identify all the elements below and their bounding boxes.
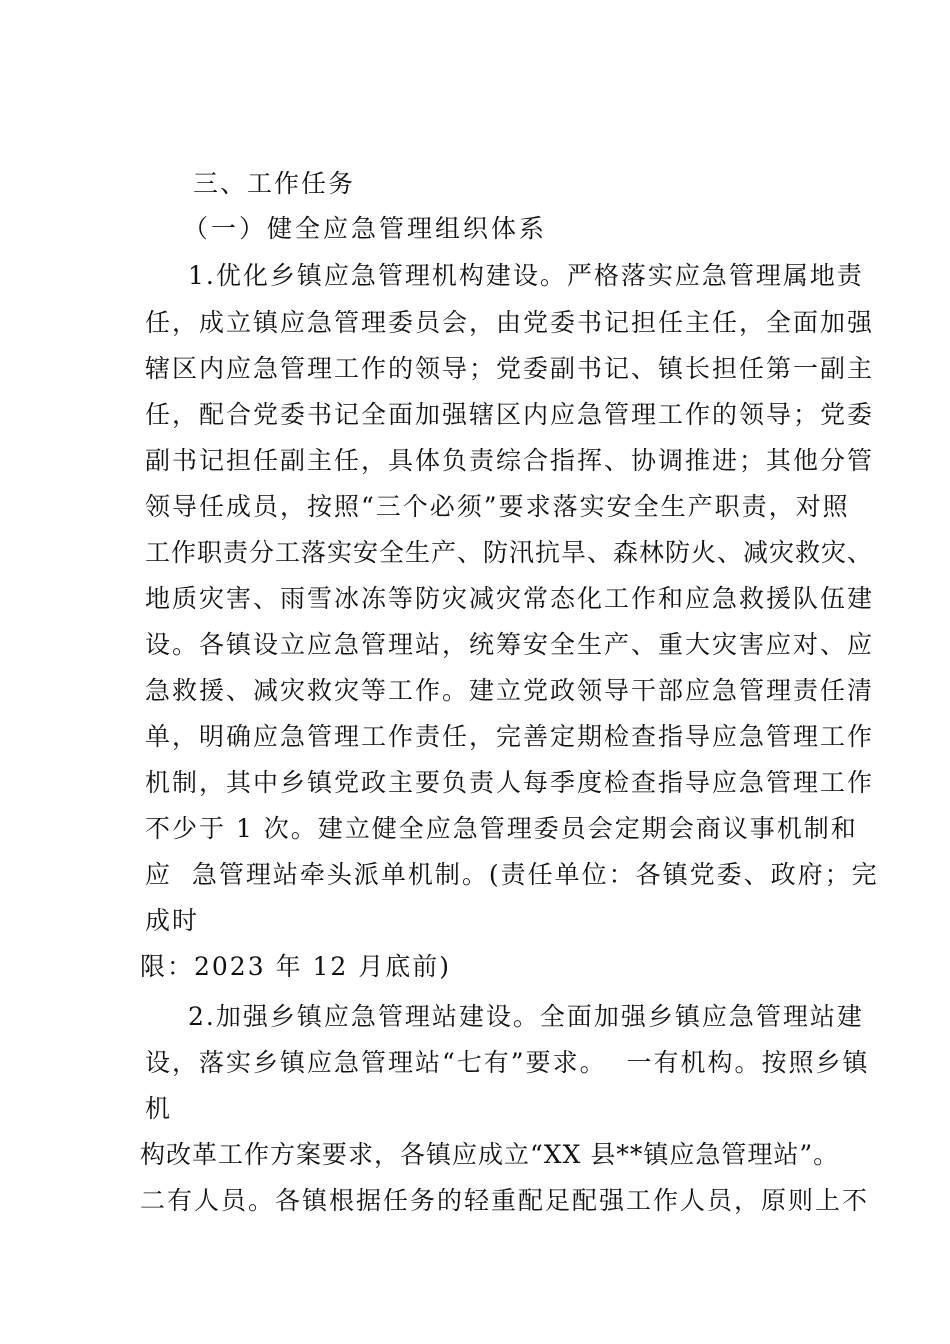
paragraph1-line-15: 成时	[145, 906, 200, 935]
paragraph1-line-13: 不少于 1 次。建立健全应急管理委员会定期会商议事机制和	[145, 814, 858, 843]
paragraph1-line-2: 任，成立镇应急管理委员会，由党委书记担任主任，全面加强	[145, 308, 875, 337]
paragraph1-line-1: 1.优化乡镇应急管理机构建设。严格落实应急管理属地责	[188, 261, 864, 290]
paragraph1-line-5: 副书记担任副主任，具体负责综合指挥、协调推进；其他分管	[145, 446, 875, 475]
paragraph1-line-16: 限：2023 年 12 月底前)	[140, 952, 452, 981]
paragraph1-line-14: 应 急管理站牵头派单机制。(责任单位：各镇党委、政府；完	[145, 860, 879, 889]
paragraph1-line-10: 急救援、减灾救灾等工作。建立党政领导干部应急管理责任清	[145, 676, 875, 705]
paragraph1-line-7: 工作职责分工落实安全生产、防汛抗旱、森林防火、减灾救灾、	[145, 538, 874, 567]
paragraph1-line-8: 地质灾害、雨雪冰冻等防灾减灾常态化工作和应急救援队伍建	[145, 584, 875, 613]
paragraph1-line-3: 辖区内应急管理工作的领导；党委副书记、镇长担任第一副主	[145, 354, 875, 383]
paragraph1-line-6: 领导任成员，按照“三个必须”要求落实安全生产职责，对照	[145, 492, 850, 521]
paragraph2-line-4: 构改革工作方案要求，各镇应成立“XX 县**镇应急管理站”。	[140, 1140, 840, 1169]
paragraph1-line-11: 单，明确应急管理工作责任，完善定期检查指导应急管理工作	[145, 722, 875, 751]
paragraph2-line-2: 设，落实乡镇应急管理站“七有”要求。 一有机构。按照乡镇	[145, 1048, 870, 1077]
paragraph2-line-5: 二有人员。各镇根据任务的轻重配足配强工作人员，原则上不	[140, 1186, 870, 1215]
subsection-heading: （一）健全应急管理组织体系	[183, 214, 548, 243]
section-heading: 三、工作任务	[193, 169, 356, 198]
paragraph1-line-9: 设。各镇设立应急管理站，统筹安全生产、重大灾害应对、应	[145, 630, 875, 659]
paragraph1-line-12: 机制，其中乡镇党政主要负责人每季度检查指导应急管理工作	[145, 768, 875, 797]
paragraph2-line-1: 2.加强乡镇应急管理站建设。全面加强乡镇应急管理站建	[188, 1002, 864, 1031]
paragraph1-line-4: 任，配合党委书记全面加强辖区内应急管理工作的领导；党委	[145, 400, 875, 429]
paragraph2-line-3: 机	[145, 1094, 173, 1123]
